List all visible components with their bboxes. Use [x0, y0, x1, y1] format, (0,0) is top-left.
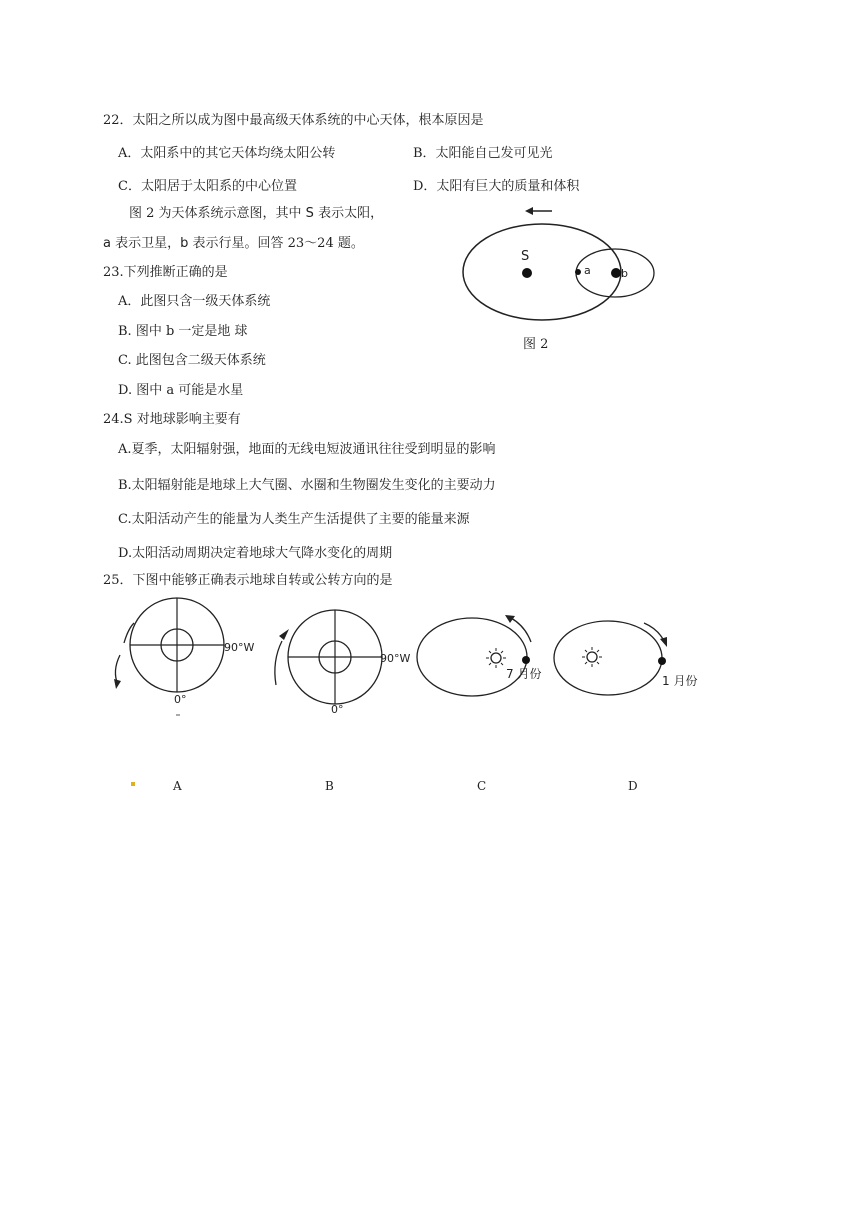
yellow-dot-mark [131, 782, 135, 786]
rotation-arrowhead-a [114, 679, 121, 689]
q25-figure-b [268, 605, 438, 725]
q24-option-c[interactable]: C.太阳活动产生的能量为人类生产生活提供了主要的能量来源 [118, 512, 470, 527]
q23-option-b[interactable]: B. 图中 b 一定是地 球 [118, 324, 248, 339]
earth-position-c [522, 656, 530, 664]
q23-stem: 23.下列推断正确的是 [103, 265, 228, 280]
planet-body [611, 268, 621, 278]
intro-satellite-symbol: a [103, 236, 111, 251]
planet-orbit-ellipse [463, 224, 621, 320]
month-label-c: 7 月份 [506, 667, 542, 681]
q22-option-b[interactable]: B．太阳能自己发可见光 [413, 146, 553, 161]
figure2-intro-line1 [129, 205, 383, 223]
planet-label: b [621, 267, 628, 280]
satellite-body [575, 269, 581, 275]
intro-text: 表示行星。回答 23～24 题。 [188, 236, 364, 251]
intro-text: 表示卫星， [110, 236, 181, 251]
figure2-intro-line2 [103, 235, 364, 253]
q22-option-a[interactable]: A．太阳系中的其它天体均绕太阳公转 [118, 146, 336, 161]
q24-option-b[interactable]: B.太阳辐射能是地球上大气圈、水圈和生物圈发生变化的主要动力 [118, 478, 496, 493]
q25-letter-a[interactable]: A [173, 779, 182, 793]
q25-letter-d[interactable]: D [628, 779, 638, 793]
q25-figure-c [415, 610, 560, 700]
month-label-d: 1 月份 [662, 674, 698, 688]
q25-figure-d [550, 615, 715, 695]
orbit-ellipse-c [417, 618, 527, 696]
sun-icon [486, 648, 506, 668]
q23-option-c[interactable]: C. 此图包含二级天体系统 [118, 353, 266, 368]
revolution-arrowhead-d [660, 637, 667, 647]
q24-option-d[interactable]: D.太阳活动周期决定着地球大气降水变化的周期 [118, 546, 393, 561]
rotation-arrowhead-b [279, 629, 289, 640]
intro-planet-symbol: b [180, 236, 189, 251]
longitude-label-bottom-a: 0° [174, 693, 187, 706]
sun-body [522, 268, 532, 278]
q22-option-d[interactable]: D．太阳有巨大的质量和体积 [413, 179, 580, 194]
sun-icon [582, 647, 602, 667]
q22-option-c[interactable]: C．太阳居于太阳系的中心位置 [118, 179, 297, 194]
earth-position-d [658, 657, 666, 665]
orbit-ellipse-d [554, 621, 662, 695]
q25-stem: 25．下图中能够正确表示地球自转或公转方向的是 [103, 573, 393, 588]
longitude-label-right-a: 90°W [224, 641, 255, 654]
q22-stem: 22．太阳之所以成为图中最高级天体系统的中心天体，根本原因是 [103, 113, 484, 128]
q24-option-a[interactable]: A.夏季，太阳辐射强，地面的无线电短波通讯往往受到明显的影响 [118, 442, 496, 457]
longitude-label-right-b: 90°W [380, 652, 411, 665]
intro-sun-symbol: S [305, 206, 314, 221]
longitude-label-bottom-b: 0° [331, 703, 344, 716]
rotation-arrow-b [275, 641, 282, 685]
q23-option-d[interactable]: D. 图中 a 可能是水星 [118, 383, 244, 398]
orbit-direction-arrow-head [525, 207, 533, 215]
q24-stem: 24.S 对地球影响主要有 [103, 412, 241, 427]
satellite-label: a [584, 264, 591, 277]
intro-text: 图 2 为天体系统示意图，其中 [129, 206, 306, 221]
q25-letter-c[interactable]: C [477, 779, 487, 793]
intro-text: 表示太阳， [313, 206, 384, 221]
q25-letter-b[interactable]: B [325, 779, 334, 793]
rotation-arrow-a-top [124, 623, 134, 643]
sun-label: S [521, 249, 530, 264]
q23-option-a[interactable]: A．此图只含一级天体系统 [118, 294, 271, 309]
figure2-caption: 图 2 [523, 337, 549, 352]
figure2-diagram [455, 200, 665, 330]
q25-figure-a [108, 605, 268, 725]
